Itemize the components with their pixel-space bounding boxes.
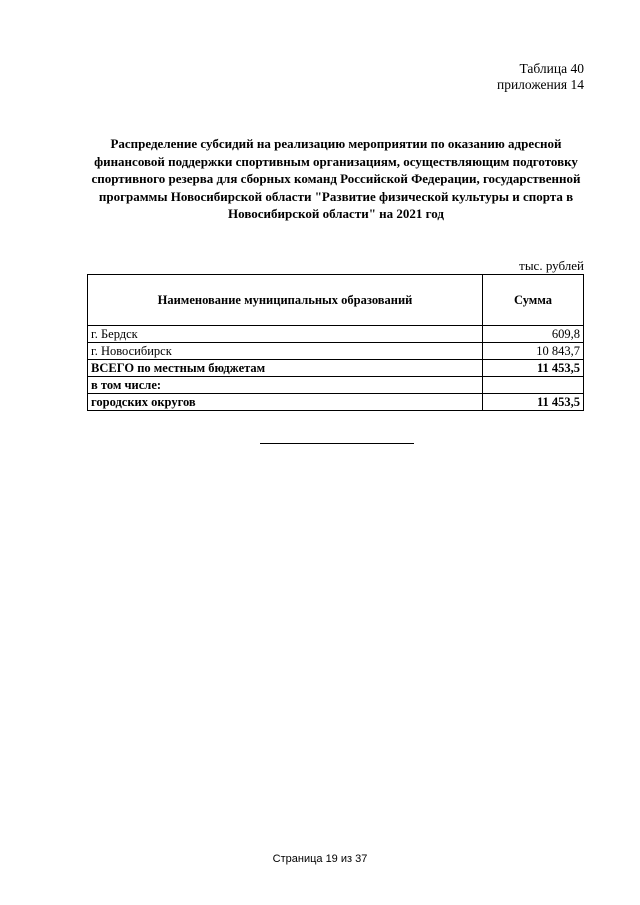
row-name: городских округов (88, 394, 483, 411)
header-sum: Сумма (483, 275, 584, 326)
header-municipality: Наименование муниципальных образований (88, 275, 483, 326)
units-label: тыс. рублей (519, 258, 584, 273)
row-sum: 10 843,7 (483, 343, 584, 360)
row-sum: 11 453,5 (483, 394, 584, 411)
row-sum: 11 453,5 (483, 360, 584, 377)
appendix-number: приложения 14 (496, 77, 584, 92)
table-row-total (88, 360, 584, 377)
row-sum: 609,8 (483, 326, 584, 343)
table-number: Таблица 40 (519, 61, 584, 76)
row-name: в том числе: (88, 377, 483, 394)
row-name: ВСЕГО по местным бюджетам (88, 360, 483, 377)
table-row (88, 326, 584, 343)
row-name: г. Бердск (88, 326, 483, 343)
table-reference (497, 61, 584, 93)
table-row-city-districts (88, 394, 584, 411)
row-name: г. Новосибирск (88, 343, 483, 360)
table-row-including (88, 377, 584, 394)
row-sum (483, 377, 584, 394)
separator-line (260, 443, 414, 444)
table-header-row (88, 275, 584, 326)
page-number: Страница 19 из 37 (272, 853, 368, 865)
table-row (88, 343, 584, 360)
document-title: Распределение субсидий на реализацию мероприятии по оказанию адресной финансовой поддержки спортивным организациям, осуществляющим подготовку спортивного резерва для сборных команд Российской Федерации, государственной программы Новосибирской области "Развитие физической культуры и спорта в Новосибирской области" на 2021 год (91, 136, 581, 221)
subsidy-table (87, 274, 584, 411)
